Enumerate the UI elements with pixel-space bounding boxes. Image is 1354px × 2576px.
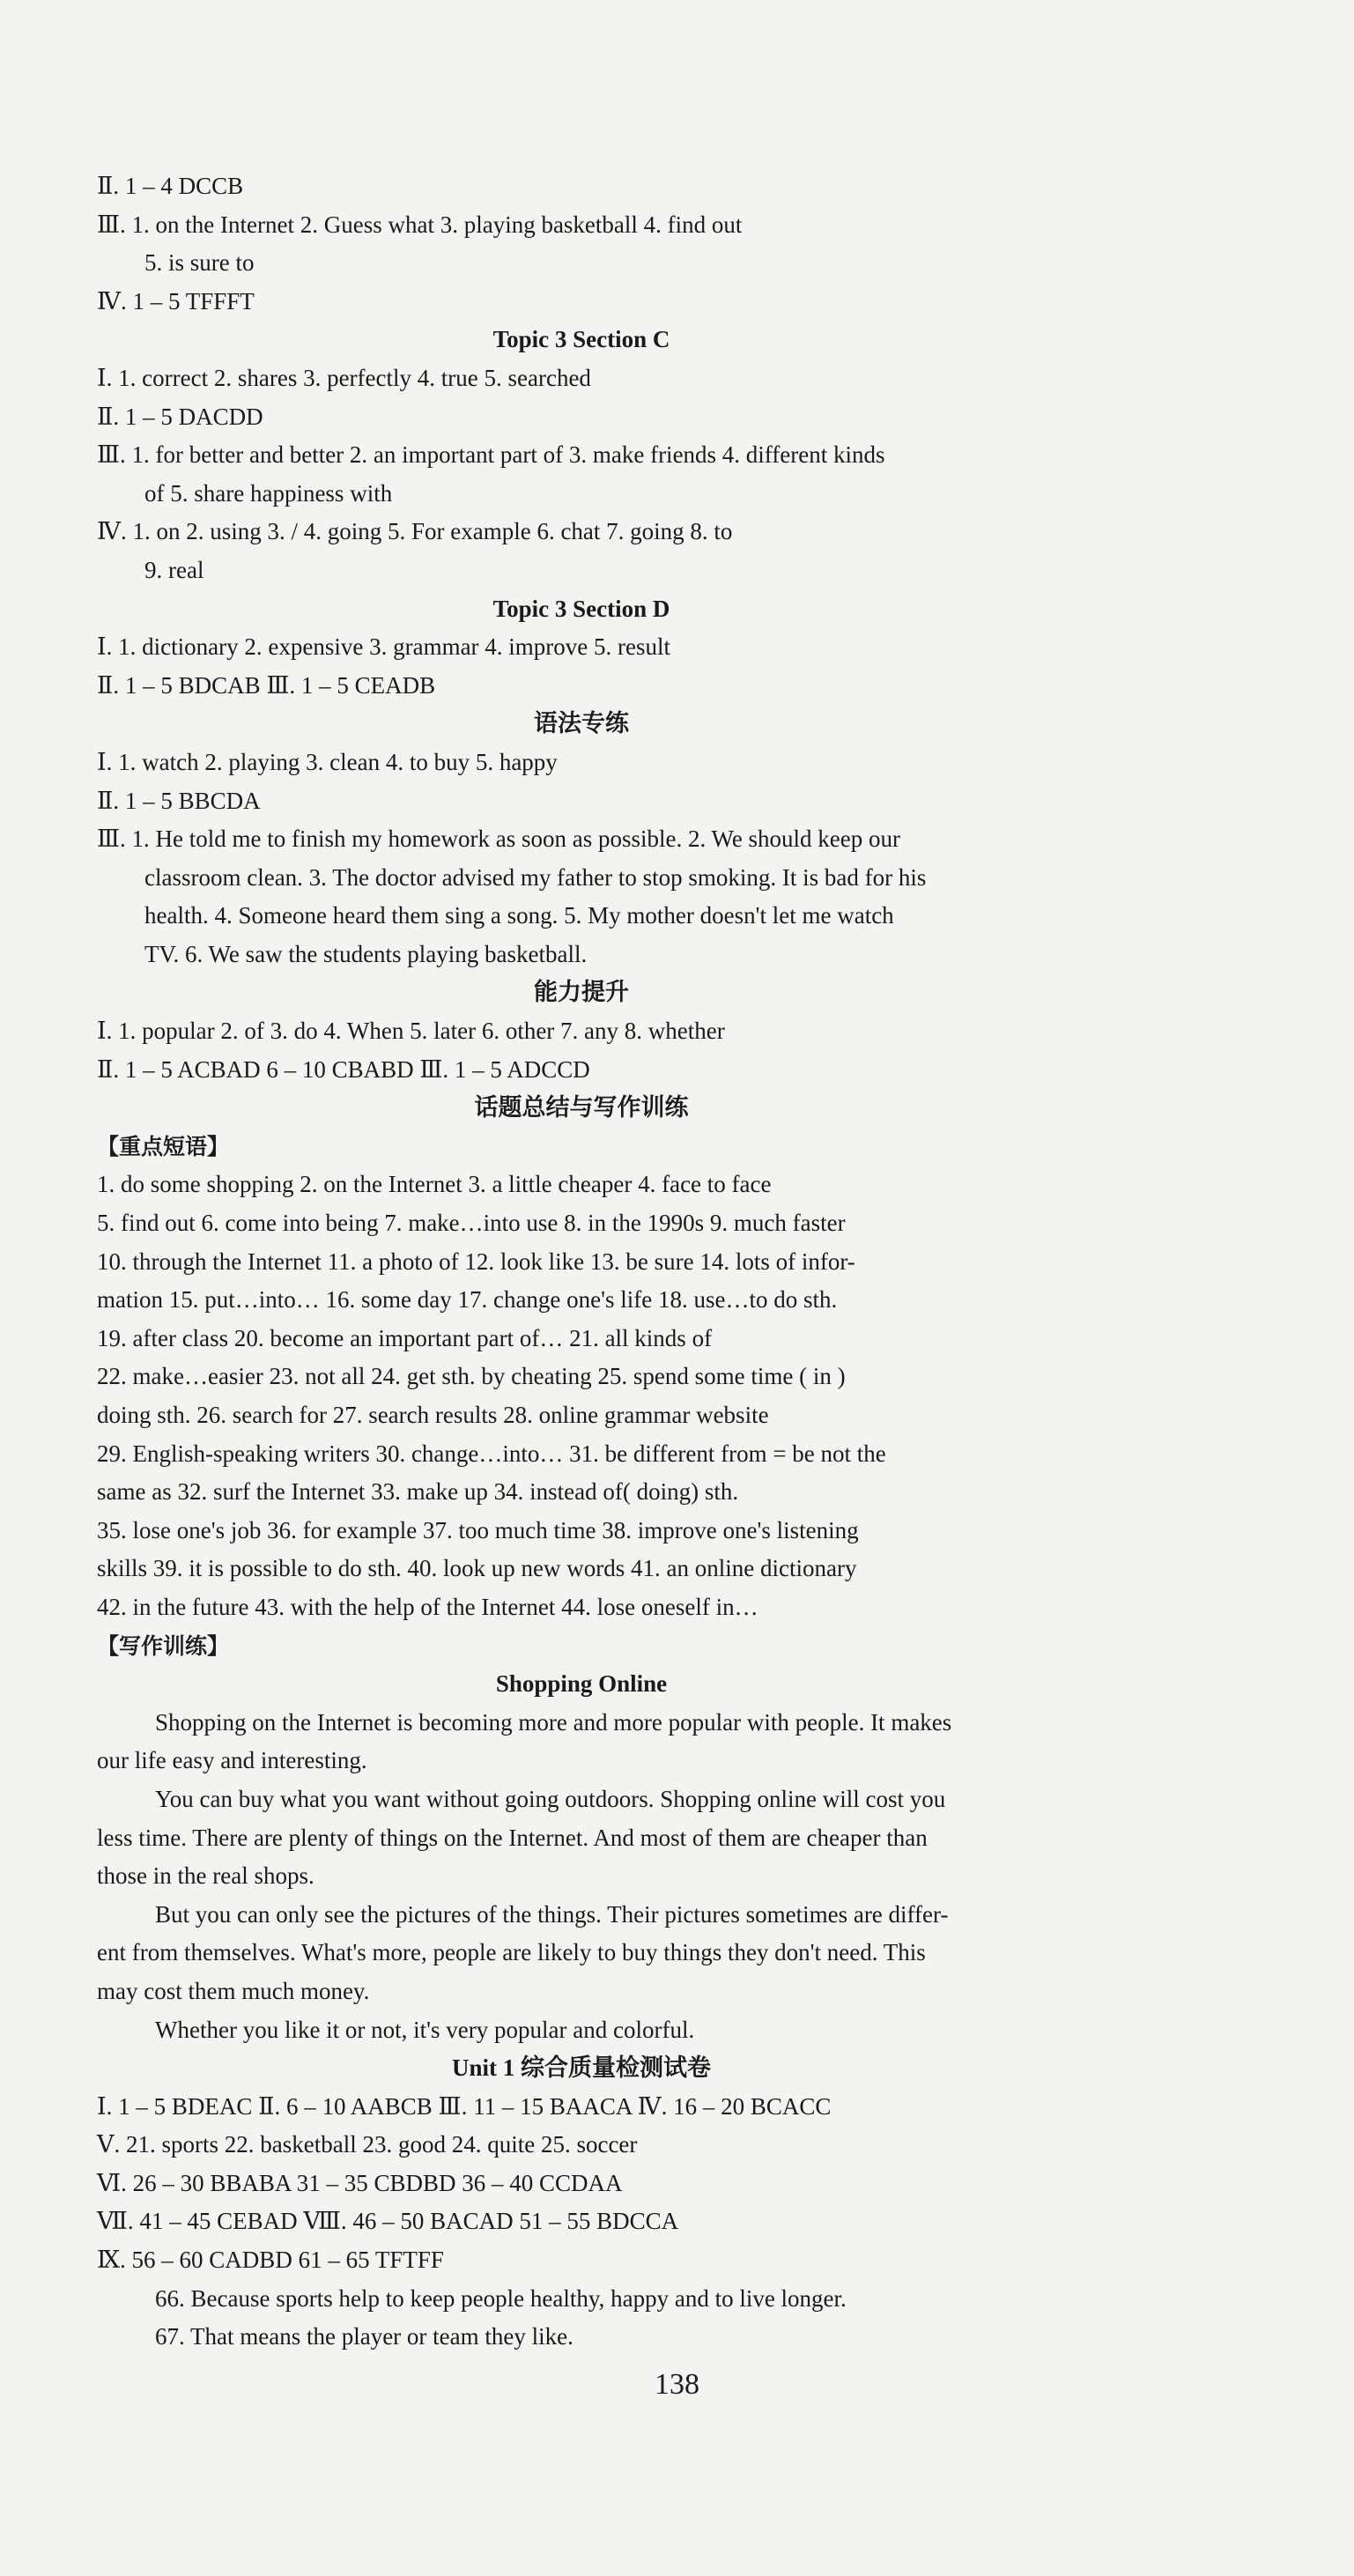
text-line: classroom clean. 3. The doctor advised my father to stop smoking. It is bad for his (144, 863, 927, 891)
text-line: 35. lose one's job 36. for example 37. too much time 38. improve one's listening (97, 1516, 859, 1543)
text-line: TV. 6. We saw the students playing basketball. (144, 940, 588, 967)
text-line: our life easy and interesting. (97, 1747, 367, 1774)
text-line: 【重点短语】 (97, 1133, 230, 1159)
text-line: Ⅰ. 1. watch 2. playing 3. clean 4. to buy 5. happy (97, 748, 558, 775)
text-line: mation 15. put…into… 16. some day 17. change one's life 18. use…to do sth. (97, 1286, 838, 1314)
text-line: skills 39. it is possible to do sth. 40. look up new words 41. an online dictionary (97, 1555, 857, 1582)
text-line: Ⅳ. 1. on 2. using 3. / 4. going 5. For example 6. chat 7. going 8. to (97, 518, 733, 545)
text-line: But you can only see the pictures of the things. Their pictures sometimes are differ- (155, 1900, 949, 1928)
section-heading: Topic 3 Section C (492, 326, 670, 353)
section-heading: 话题总结与写作训练 (474, 1094, 689, 1121)
page-number: 138 (655, 2368, 699, 2401)
text-line: 10. through the Internet 11. a photo of 12. look like 13. be sure 14. lots of infor- (97, 1247, 855, 1275)
text-line: Ⅲ. 1. for better and better 2. an important part of 3. make friends 4. different kinds (97, 441, 885, 469)
text-line: Ⅵ. 26 – 30 BBABA 31 – 35 CBDBD 36 – 40 CCDAA (97, 2169, 623, 2196)
text-line: Ⅱ. 1 – 5 DACDD (97, 403, 263, 430)
text-line: those in the real shops. (97, 1862, 314, 1890)
text-line: 1. do some shopping 2. on the Internet 3. a little cheaper 4. face to face (97, 1171, 772, 1198)
text-line: Shopping on the Internet is becoming more and more popular with people. It makes (155, 1708, 952, 1736)
section-heading: Topic 3 Section D (492, 595, 670, 622)
text-line: 66. Because sports help to keep people healthy, happy and to live longer. (155, 2284, 847, 2312)
section-heading: Unit 1 综合质量检测试卷 (451, 2054, 711, 2082)
text-line: Ⅱ. 1 – 4 DCCB (97, 173, 244, 199)
text-line: Ⅲ. 1. on the Internet 2. Guess what 3. playing basketball 4. find out (97, 211, 743, 238)
text-line: 5. is sure to (144, 249, 255, 277)
text-line: health. 4. Someone heard them sing a song. 5. My mother doesn't let me watch (144, 902, 894, 929)
text-line: 22. make…easier 23. not all 24. get sth. by cheating 25. spend some time ( in ) (97, 1363, 846, 1390)
text-line: Ⅰ. 1. dictionary 2. expensive 3. grammar 4. improve 5. result (97, 633, 671, 661)
text-line: Ⅱ. 1 – 5 BDCAB Ⅲ. 1 – 5 CEADB (97, 671, 436, 699)
text-line: of 5. share happiness with (144, 479, 393, 507)
text-line: 9. real (144, 556, 204, 583)
text-line: Ⅰ. 1 – 5 BDEAC Ⅱ. 6 – 10 AABCB Ⅲ. 11 – 15 BAACA Ⅳ. 16 – 20 BCACC (97, 2092, 832, 2120)
text-line: Ⅱ. 1 – 5 ACBAD 6 – 10 CBABD Ⅲ. 1 – 5 ADCCD (97, 1055, 590, 1083)
text-line: Ⅱ. 1 – 5 BBCDA (97, 787, 261, 814)
text-line: may cost them much money. (97, 1977, 370, 2004)
text-line: 【写作训练】 (97, 1632, 230, 1659)
section-heading: 语法专练 (534, 710, 629, 737)
text-line: 29. English-speaking writers 30. change…into… 31. be different from = be not the (97, 1440, 886, 1467)
text-line: Ⅲ. 1. He told me to finish my homework as soon as possible. 2. We should keep our (97, 825, 901, 853)
text-line: Ⅰ. 1. correct 2. shares 3. perfectly 4. true 5. searched (97, 364, 591, 391)
text-line: same as 32. surf the Internet 33. make up 34. instead of( doing) sth. (97, 1478, 739, 1506)
section-heading: Shopping Online (495, 1670, 668, 1698)
text-line: You can buy what you want without going outdoors. Shopping online will cost you (155, 1785, 946, 1812)
text-line: Whether you like it or not, it's very popular and colorful. (155, 2016, 695, 2043)
text-line: Ⅳ. 1 – 5 TFFFT (97, 287, 255, 315)
text-line: doing sth. 26. search for 27. search results 28. online grammar website (97, 1402, 769, 1428)
text-line: 5. find out 6. come into being 7. make…into use 8. in the 1990s 9. much faster (97, 1210, 846, 1237)
text-line: Ⅴ. 21. sports 22. basketball 23. good 24. quite 25. soccer (97, 2131, 638, 2158)
text-line: 19. after class 20. become an important part of… 21. all kinds of (97, 1324, 713, 1351)
text-line: Ⅰ. 1. popular 2. of 3. do 4. When 5. later 6. other 7. any 8. whether (97, 1018, 725, 1045)
text-line: 67. That means the player or team they like. (155, 2323, 573, 2350)
text-line: Ⅸ. 56 – 60 CADBD 61 – 65 TFTFF (97, 2247, 444, 2274)
text-line: Ⅶ. 41 – 45 CEBAD Ⅷ. 46 – 50 BACAD 51 – 55 BDCCA (97, 2208, 679, 2235)
answer-content (97, 167, 1066, 2357)
section-heading: 能力提升 (534, 979, 629, 1006)
text-line: less time. There are plenty of things on the Internet. And most of them are cheaper than (97, 1824, 928, 1851)
text-line: ent from themselves. What's more, people are likely to buy things they don't need. This (97, 1939, 926, 1966)
text-line: 42. in the future 43. with the help of the Internet 44. lose oneself in… (97, 1593, 758, 1620)
